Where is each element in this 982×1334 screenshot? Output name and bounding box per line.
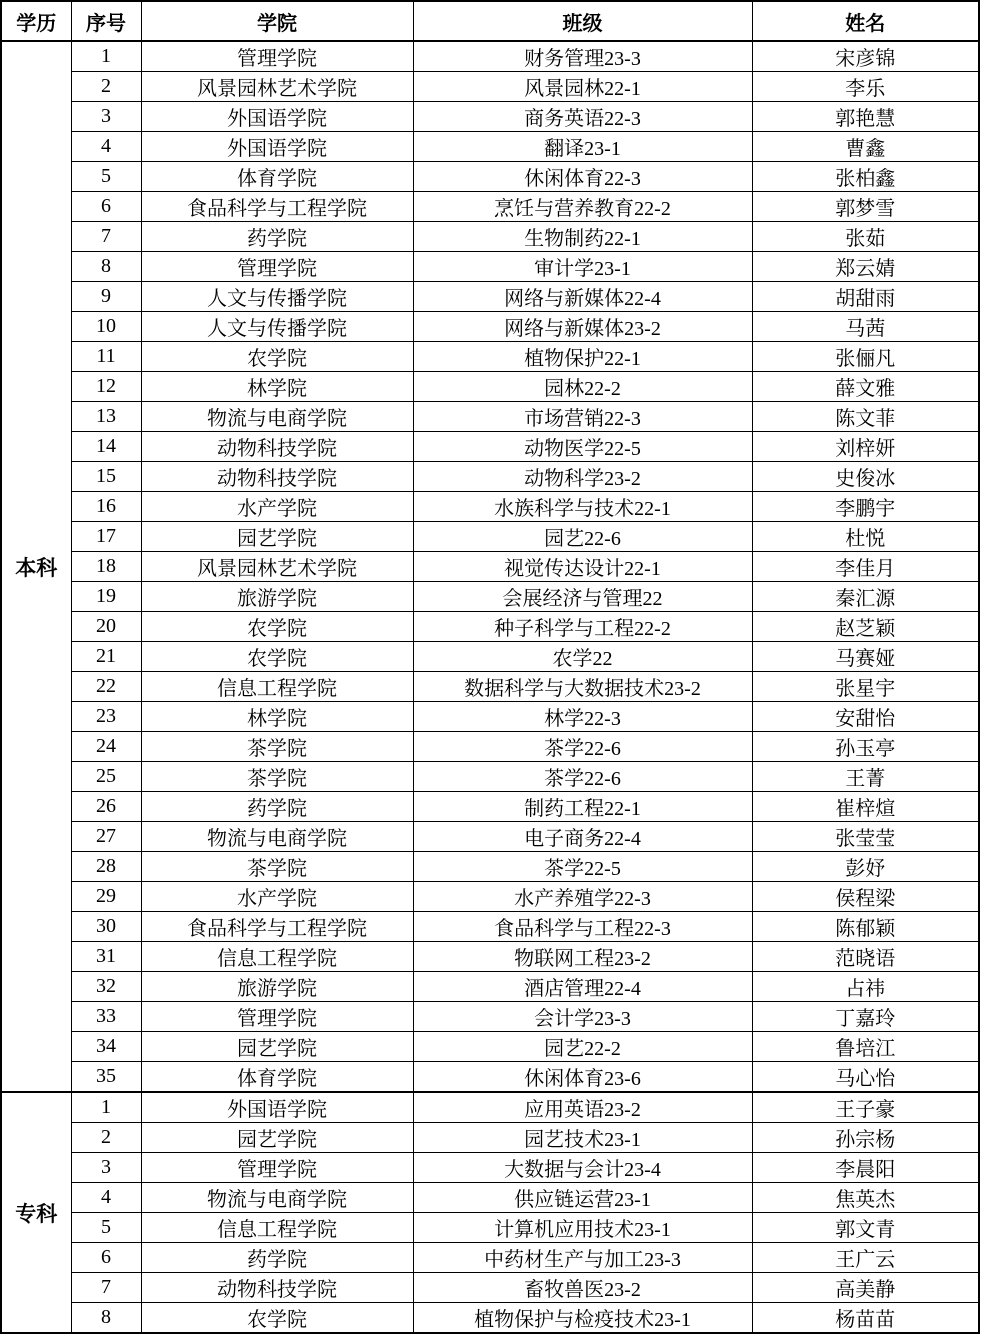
index-cell: 16	[71, 492, 141, 522]
table-row	[1, 1213, 979, 1243]
class-cell: 园艺22-2	[413, 1032, 752, 1062]
header-index: 序号	[71, 1, 141, 41]
college-cell: 园艺学院	[141, 522, 413, 552]
class-cell: 电子商务22-4	[413, 822, 752, 852]
name-cell: 薛文雅	[752, 372, 979, 402]
table-row	[1, 162, 979, 192]
class-cell: 种子科学与工程22-2	[413, 612, 752, 642]
class-cell: 休闲体育23-6	[413, 1062, 752, 1093]
class-cell: 茶学22-5	[413, 852, 752, 882]
college-cell: 林学院	[141, 372, 413, 402]
name-cell: 张柏鑫	[752, 162, 979, 192]
table-row	[1, 612, 979, 642]
name-cell: 马心怡	[752, 1062, 979, 1093]
college-cell: 物流与电商学院	[141, 1183, 413, 1213]
college-cell: 信息工程学院	[141, 942, 413, 972]
class-cell: 数据科学与大数据技术23-2	[413, 672, 752, 702]
index-cell: 17	[71, 522, 141, 552]
class-cell: 翻译23-1	[413, 132, 752, 162]
index-cell: 34	[71, 1032, 141, 1062]
college-cell: 园艺学院	[141, 1123, 413, 1153]
table-row	[1, 972, 979, 1002]
table-row	[1, 1123, 979, 1153]
college-cell: 物流与电商学院	[141, 822, 413, 852]
college-cell: 旅游学院	[141, 582, 413, 612]
table-row	[1, 372, 979, 402]
college-cell: 外国语学院	[141, 102, 413, 132]
college-cell: 茶学院	[141, 852, 413, 882]
index-cell: 1	[71, 1092, 141, 1123]
index-cell: 20	[71, 612, 141, 642]
index-cell: 9	[71, 282, 141, 312]
college-cell: 管理学院	[141, 252, 413, 282]
name-cell: 史俊冰	[752, 462, 979, 492]
table-row	[1, 282, 979, 312]
class-cell: 制药工程22-1	[413, 792, 752, 822]
college-cell: 林学院	[141, 702, 413, 732]
college-cell: 管理学院	[141, 1153, 413, 1183]
index-cell: 2	[71, 1123, 141, 1153]
table-row	[1, 222, 979, 252]
index-cell: 31	[71, 942, 141, 972]
header-row	[1, 1, 979, 41]
table-row	[1, 72, 979, 102]
class-cell: 动物科学23-2	[413, 462, 752, 492]
college-cell: 物流与电商学院	[141, 402, 413, 432]
college-cell: 农学院	[141, 342, 413, 372]
college-cell: 茶学院	[141, 732, 413, 762]
index-cell: 3	[71, 1153, 141, 1183]
index-cell: 21	[71, 642, 141, 672]
class-cell: 茶学22-6	[413, 762, 752, 792]
college-cell: 食品科学与工程学院	[141, 192, 413, 222]
index-cell: 1	[71, 41, 141, 72]
table-row	[1, 1002, 979, 1032]
name-cell: 刘梓妍	[752, 432, 979, 462]
class-cell: 供应链运营23-1	[413, 1183, 752, 1213]
table-row	[1, 702, 979, 732]
class-cell: 农学22	[413, 642, 752, 672]
name-cell: 崔梓煊	[752, 792, 979, 822]
name-cell: 曹鑫	[752, 132, 979, 162]
name-cell: 王菁	[752, 762, 979, 792]
index-cell: 8	[71, 1303, 141, 1334]
class-cell: 应用英语23-2	[413, 1092, 752, 1123]
index-cell: 30	[71, 912, 141, 942]
class-cell: 动物医学22-5	[413, 432, 752, 462]
table-row	[1, 132, 979, 162]
name-cell: 郑云婧	[752, 252, 979, 282]
class-cell: 风景园林22-1	[413, 72, 752, 102]
name-cell: 李晨阳	[752, 1153, 979, 1183]
college-cell: 信息工程学院	[141, 1213, 413, 1243]
college-cell: 农学院	[141, 612, 413, 642]
class-cell: 网络与新媒体23-2	[413, 312, 752, 342]
education-level-cell: 本科	[1, 41, 71, 1092]
name-cell: 郭梦雪	[752, 192, 979, 222]
table-row	[1, 1273, 979, 1303]
index-cell: 28	[71, 852, 141, 882]
name-cell: 赵芝颖	[752, 612, 979, 642]
name-cell: 马茜	[752, 312, 979, 342]
index-cell: 26	[71, 792, 141, 822]
table-row	[1, 102, 979, 132]
name-cell: 王广云	[752, 1243, 979, 1273]
index-cell: 19	[71, 582, 141, 612]
table-row	[1, 462, 979, 492]
class-cell: 休闲体育22-3	[413, 162, 752, 192]
class-cell: 审计学23-1	[413, 252, 752, 282]
name-cell: 李佳月	[752, 552, 979, 582]
class-cell: 畜牧兽医23-2	[413, 1273, 752, 1303]
class-cell: 水族科学与技术22-1	[413, 492, 752, 522]
index-cell: 6	[71, 1243, 141, 1273]
header-education: 学历	[1, 1, 71, 41]
index-cell: 11	[71, 342, 141, 372]
index-cell: 6	[71, 192, 141, 222]
index-cell: 35	[71, 1062, 141, 1093]
table-row	[1, 582, 979, 612]
class-cell: 茶学22-6	[413, 732, 752, 762]
name-cell: 马赛娅	[752, 642, 979, 672]
table-row	[1, 402, 979, 432]
college-cell: 动物科技学院	[141, 462, 413, 492]
index-cell: 23	[71, 702, 141, 732]
class-cell: 财务管理23-3	[413, 41, 752, 72]
name-cell: 李鹏宇	[752, 492, 979, 522]
college-cell: 体育学院	[141, 162, 413, 192]
index-cell: 22	[71, 672, 141, 702]
index-cell: 5	[71, 1213, 141, 1243]
name-cell: 宋彦锦	[752, 41, 979, 72]
table-row	[1, 1303, 979, 1334]
table-row	[1, 822, 979, 852]
name-cell: 胡甜雨	[752, 282, 979, 312]
index-cell: 25	[71, 762, 141, 792]
table-row	[1, 342, 979, 372]
index-cell: 33	[71, 1002, 141, 1032]
college-cell: 体育学院	[141, 1062, 413, 1093]
table-row	[1, 192, 979, 222]
index-cell: 4	[71, 1183, 141, 1213]
college-cell: 动物科技学院	[141, 432, 413, 462]
class-cell: 生物制药22-1	[413, 222, 752, 252]
index-cell: 13	[71, 402, 141, 432]
class-cell: 园林22-2	[413, 372, 752, 402]
college-cell: 茶学院	[141, 762, 413, 792]
table-row	[1, 852, 979, 882]
index-cell: 29	[71, 882, 141, 912]
index-cell: 2	[71, 72, 141, 102]
index-cell: 12	[71, 372, 141, 402]
class-cell: 会展经济与管理22	[413, 582, 752, 612]
name-cell: 郭艳慧	[752, 102, 979, 132]
class-cell: 园艺技术23-1	[413, 1123, 752, 1153]
college-cell: 水产学院	[141, 492, 413, 522]
index-cell: 3	[71, 102, 141, 132]
table-row	[1, 552, 979, 582]
class-cell: 烹饪与营养教育22-2	[413, 192, 752, 222]
class-cell: 视觉传达设计22-1	[413, 552, 752, 582]
table-row	[1, 942, 979, 972]
name-cell: 张星宇	[752, 672, 979, 702]
name-cell: 高美静	[752, 1273, 979, 1303]
name-cell: 侯程梁	[752, 882, 979, 912]
college-cell: 农学院	[141, 642, 413, 672]
class-cell: 会计学23-3	[413, 1002, 752, 1032]
name-cell: 范晓语	[752, 942, 979, 972]
index-cell: 24	[71, 732, 141, 762]
table-row	[1, 732, 979, 762]
name-cell: 丁嘉玲	[752, 1002, 979, 1032]
college-cell: 动物科技学院	[141, 1273, 413, 1303]
table-row	[1, 1243, 979, 1273]
table-row	[1, 1092, 979, 1123]
index-cell: 10	[71, 312, 141, 342]
class-cell: 市场营销22-3	[413, 402, 752, 432]
table-row	[1, 522, 979, 552]
college-cell: 外国语学院	[141, 132, 413, 162]
class-cell: 物联网工程23-2	[413, 942, 752, 972]
table-row	[1, 882, 979, 912]
name-cell: 鲁培江	[752, 1032, 979, 1062]
name-cell: 安甜怡	[752, 702, 979, 732]
index-cell: 18	[71, 552, 141, 582]
college-cell: 食品科学与工程学院	[141, 912, 413, 942]
table-row	[1, 41, 979, 72]
table-row	[1, 252, 979, 282]
name-cell: 彭妤	[752, 852, 979, 882]
index-cell: 8	[71, 252, 141, 282]
name-cell: 占祎	[752, 972, 979, 1002]
index-cell: 32	[71, 972, 141, 1002]
name-cell: 焦英杰	[752, 1183, 979, 1213]
college-cell: 信息工程学院	[141, 672, 413, 702]
college-cell: 人文与传播学院	[141, 282, 413, 312]
class-cell: 植物保护与检疫技术23-1	[413, 1303, 752, 1334]
table-row	[1, 642, 979, 672]
header-college: 学院	[141, 1, 413, 41]
college-cell: 农学院	[141, 1303, 413, 1334]
class-cell: 商务英语22-3	[413, 102, 752, 132]
index-cell: 4	[71, 132, 141, 162]
index-cell: 15	[71, 462, 141, 492]
college-cell: 外国语学院	[141, 1092, 413, 1123]
name-cell: 张莹莹	[752, 822, 979, 852]
name-cell: 孙玉亭	[752, 732, 979, 762]
name-cell: 孙宗杨	[752, 1123, 979, 1153]
index-cell: 5	[71, 162, 141, 192]
college-cell: 管理学院	[141, 1002, 413, 1032]
college-cell: 水产学院	[141, 882, 413, 912]
table-row	[1, 432, 979, 462]
index-cell: 14	[71, 432, 141, 462]
table-row	[1, 492, 979, 522]
college-cell: 药学院	[141, 1243, 413, 1273]
table-row	[1, 672, 979, 702]
name-cell: 杨苗苗	[752, 1303, 979, 1334]
college-cell: 人文与传播学院	[141, 312, 413, 342]
name-cell: 王子豪	[752, 1092, 979, 1123]
college-cell: 旅游学院	[141, 972, 413, 1002]
index-cell: 27	[71, 822, 141, 852]
class-cell: 林学22-3	[413, 702, 752, 732]
table-body	[1, 41, 979, 1333]
name-cell: 张茹	[752, 222, 979, 252]
table-row	[1, 792, 979, 822]
table-row	[1, 912, 979, 942]
name-cell: 郭文青	[752, 1213, 979, 1243]
class-cell: 酒店管理22-4	[413, 972, 752, 1002]
education-level-cell: 专科	[1, 1092, 71, 1333]
class-cell: 大数据与会计23-4	[413, 1153, 752, 1183]
college-cell: 园艺学院	[141, 1032, 413, 1062]
table-row	[1, 312, 979, 342]
college-cell: 药学院	[141, 792, 413, 822]
class-cell: 食品科学与工程22-3	[413, 912, 752, 942]
class-cell: 网络与新媒体22-4	[413, 282, 752, 312]
table-row	[1, 1062, 979, 1093]
college-cell: 风景园林艺术学院	[141, 72, 413, 102]
name-cell: 李乐	[752, 72, 979, 102]
name-cell: 陈郁颖	[752, 912, 979, 942]
name-cell: 陈文菲	[752, 402, 979, 432]
class-cell: 水产养殖学22-3	[413, 882, 752, 912]
name-cell: 张俪凡	[752, 342, 979, 372]
class-cell: 中药材生产与加工23-3	[413, 1243, 752, 1273]
class-cell: 植物保护22-1	[413, 342, 752, 372]
name-cell: 秦汇源	[752, 582, 979, 612]
header-class: 班级	[413, 1, 752, 41]
table-row	[1, 1183, 979, 1213]
college-cell: 风景园林艺术学院	[141, 552, 413, 582]
index-cell: 7	[71, 222, 141, 252]
college-cell: 药学院	[141, 222, 413, 252]
college-cell: 管理学院	[141, 41, 413, 72]
table-row	[1, 762, 979, 792]
header-name: 姓名	[752, 1, 979, 41]
name-cell: 杜悦	[752, 522, 979, 552]
table-row	[1, 1032, 979, 1062]
class-cell: 园艺22-6	[413, 522, 752, 552]
index-cell: 7	[71, 1273, 141, 1303]
class-cell: 计算机应用技术23-1	[413, 1213, 752, 1243]
table-row	[1, 1153, 979, 1183]
